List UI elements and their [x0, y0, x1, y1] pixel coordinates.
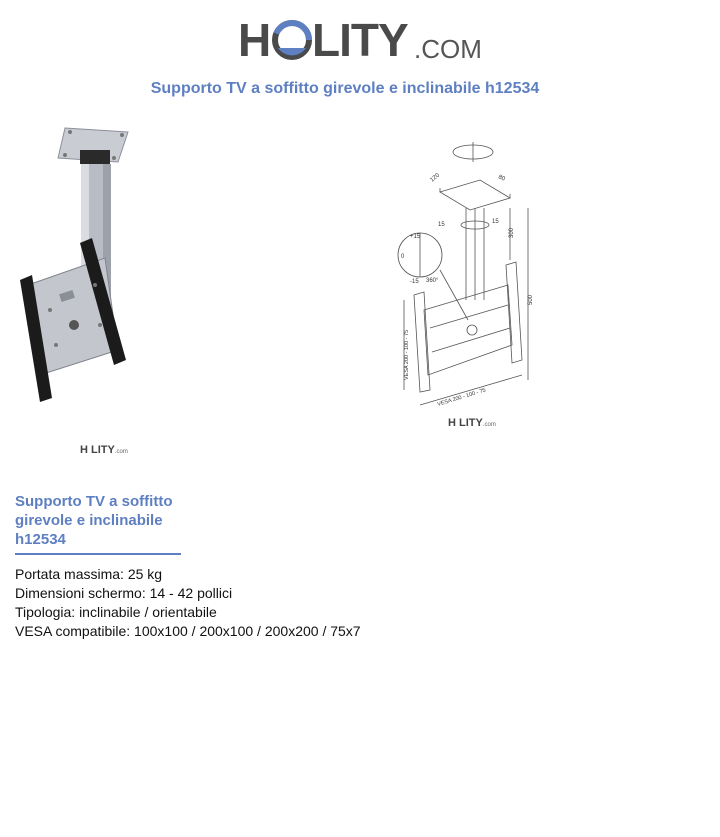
label-vesa-vertical: VESA 200 - 100 - 75 — [404, 329, 410, 380]
section-divider — [15, 553, 181, 555]
dim-300: 300 — [509, 227, 515, 238]
brand-logo[interactable] — [238, 14, 488, 66]
logo-letters-lity: LITY — [312, 14, 408, 66]
page-title: Supporto TV a soffitto girevole e inclinabile h12534 — [150, 80, 540, 97]
dim-15-left: 15 — [438, 222, 445, 228]
product-photo[interactable] — [10, 120, 160, 420]
dim-120: 120 — [429, 172, 441, 184]
technical-drawing[interactable] — [380, 130, 560, 420]
logo-letter-h: H — [238, 14, 271, 66]
dim-80: 80 — [497, 174, 506, 183]
logo-suffix: .COM — [414, 34, 482, 64]
dim-15-right: 15 — [492, 219, 499, 225]
spec-screen-size: Dimensioni schermo: 14 - 42 pollici — [15, 585, 233, 601]
product-title: Supporto TV a soffitto girevole e inclinabile h12534 — [15, 493, 173, 548]
label-360: 360° — [426, 278, 439, 284]
spec-max-load: Portata massima: 25 kg — [15, 566, 163, 582]
spec-list — [15, 565, 361, 641]
drawing-watermark-logo: H LITY.com — [448, 417, 496, 429]
label-minus15: -15 — [410, 279, 419, 285]
label-plus15: +15 — [410, 234, 421, 240]
spec-type: Tipologia: inclinabile / orientabile — [15, 604, 217, 620]
logo-o-icon — [272, 20, 312, 60]
dim-500: 500 — [528, 294, 534, 305]
label-vesa-horizontal: VESA 200 - 100 - 75 — [436, 387, 487, 408]
photo-watermark-logo: H LITY.com — [80, 444, 128, 456]
label-zero: 0 — [401, 254, 405, 260]
spec-vesa: VESA compatibile: 100x100 / 200x100 / 200x200 / 75x7 — [15, 623, 361, 639]
